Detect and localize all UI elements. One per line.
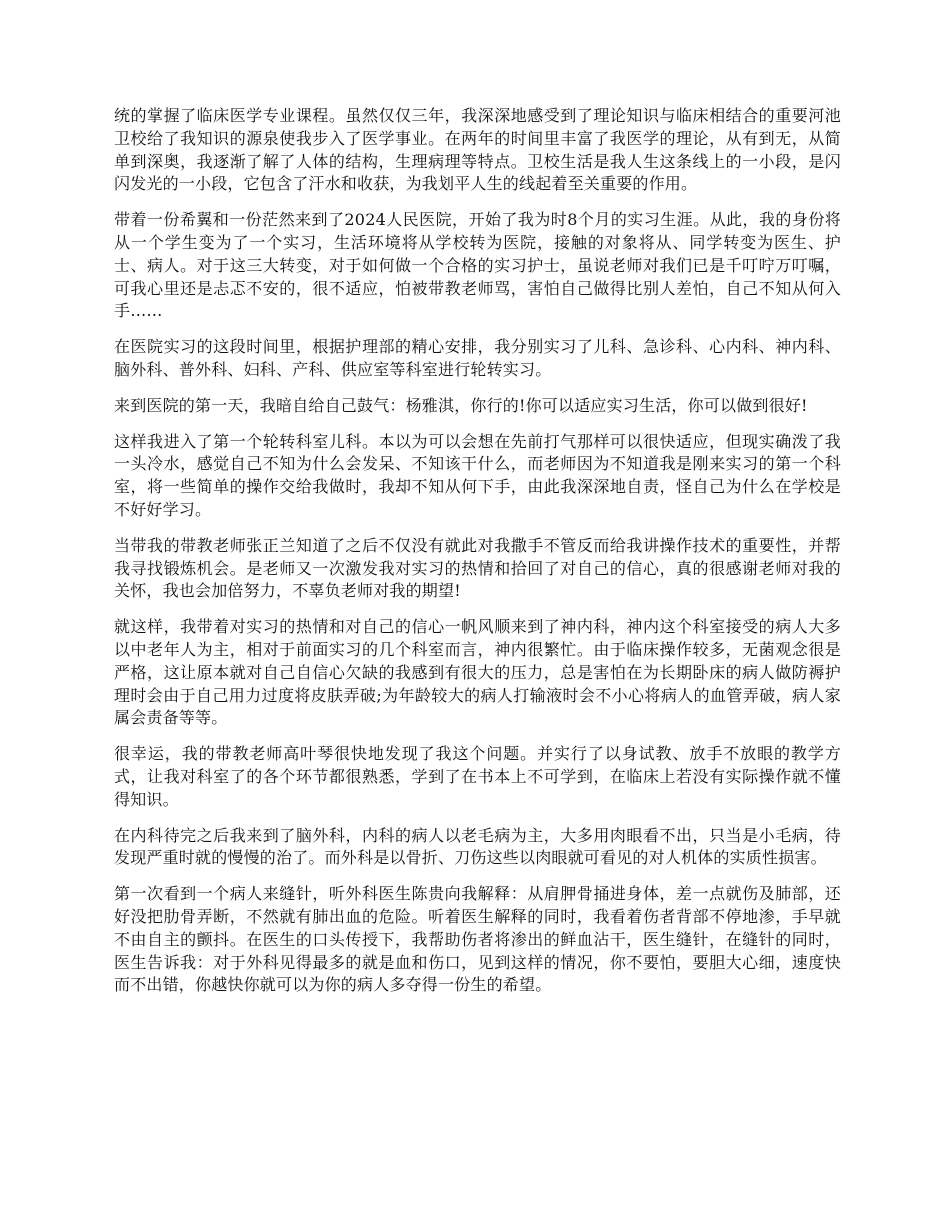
document-body bbox=[114, 105, 841, 1010]
paragraph-6: 当带我的带教老师张正兰知道了之后不仅没有就此对我撒手不管反而给我讲操作技术的重要性，并帮我寻找锻炼机会。是老师又一次激发我对实习的热情和拾回了对自己的信心，真的很感谢老师对我的关怀，我也会加倍努力，不辜负老师对我的期望! bbox=[114, 535, 841, 601]
paragraph-2: 带着一份希翼和一份茫然来到了2024人民医院，开始了我为时8个月的实习生涯。从此，我的身份将从一个学生变为了一个实习，生活环境将从学校转为医院，接触的对象将从、同学转变为医生、护士、病人。对于这三大转变，对于如何做一个合格的实习护士，虽说老师对我们已是千叮咛万叮嘱，可我心里还是忐忑不安的，很不适应，怕被带教老师骂，害怕自己做得比别人差怕，自己不知从何入手…… bbox=[114, 210, 841, 321]
paragraph-4: 来到医院的第一天，我暗自给自己鼓气：杨雅淇，你行的!你可以适应实习生活，你可以做到很好! bbox=[114, 395, 808, 415]
paragraph-3: 在医院实习的这段时间里，根据护理部的精心安排，我分别实习了儿科、急诊科、心内科、神内科、脑外科、普外科、妇科、产科、供应室等科室进行轮转实习。 bbox=[114, 337, 841, 379]
paragraph-1: 统的掌握了临床医学专业课程。虽然仅仅三年，我深深地感受到了理论知识与临床相结合的重要河池卫校给了我知识的源泉使我步入了医学事业。在两年的时间里丰富了我医学的理论，从有到无，从简单到深奥，我逐渐了解了人体的结构，生理病理等特点。卫校生活是我人生这条线上的一小段，是闪闪发光的一小段，它包含了汗水和收获，为我划平人生的线起着至关重要的作用。 bbox=[114, 106, 841, 194]
paragraph-5: 这样我进入了第一个轮转科室儿科。本以为可以会想在先前打气那样可以很快适应，但现实确泼了我一头冷水，感觉自己不知为什么会发呆、不知该干什么，而老师因为不知道我是刚来实习的第一个科室，将一些简单的操作交给我做时，我却不知从何下手，由此我深深地自责，怪自己为什么在学校是不好好学习。 bbox=[114, 431, 841, 519]
paragraph-8: 很幸运，我的带教老师高叶琴很快地发现了我这个问题。并实行了以身试教、放手不放眼的教学方式，让我对科室了的各个环节都很熟悉，学到了在书本上不可学到，在临床上若没有实际操作就不懂得知识。 bbox=[114, 744, 841, 809]
paragraph-7: 就这样，我带着对实习的热情和对自己的信心一帆风顺来到了神内科，神内这个科室接受的病人大多以中老年人为主，相对于前面实习的几个科室而言，神内很繁忙。由于临床操作较多，无菌观念很是严格，这让原本就对自己自信心欠缺的我感到有很大的压力，总是害怕在为长期卧床的病人做防褥护理时会由于自己用力过度将皮肤弄破;为年龄较大的病人打输液时会不小心将病人的血管弄破，病人家属会责备等等。 bbox=[114, 617, 841, 728]
paragraph-10: 第一次看到一个病人来缝针，听外科医生陈贵向我解释：从肩胛骨捅进身体，差一点就伤及肺部，还好没把肋骨弄断，不然就有肺出血的危险。听着医生解释的同时，我看着伤者背部不停地渗，手早就不由自主的颤抖。在医生的口头传授下，我帮助伤者将渗出的鲜血沾干，医生缝针，在缝针的同时，医生告诉我：对于外科见得最多的就是血和伤口，见到这样的情况，你不要怕，要胆大心细，速度快而不出错，你越快你就可以为你的病人多夺得一份生的希望。 bbox=[114, 884, 841, 995]
paragraph-9: 在内科待完之后我来到了脑外科，内科的病人以老毛病为主，大多用肉眼看不出，只当是小毛病，待发现严重时就的慢慢的治了。而外科是以骨折、刀伤这些以肉眼就可看见的对人机体的实质性损害。 bbox=[114, 825, 841, 868]
